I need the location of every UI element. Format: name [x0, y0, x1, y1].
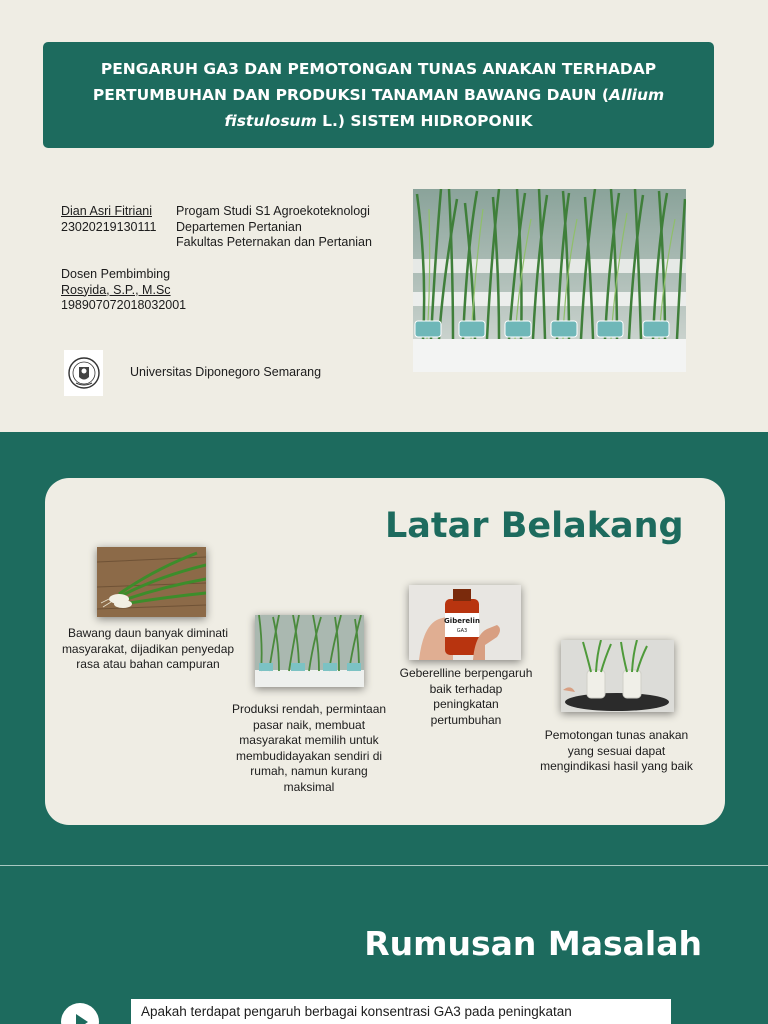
university-seal-icon [67, 353, 101, 393]
giberelin-bottle-photo [409, 585, 521, 660]
affiliation-info [176, 204, 372, 251]
author-nim: 23020219130111 [61, 219, 157, 234]
caption-3: Geberelline berpengaruh baik terhadap peningkatan pertumbuhan [399, 666, 533, 727]
advisor-nip: 198907072018032001 [61, 298, 187, 312]
play-icon [61, 1003, 99, 1024]
poster-title: PENGARUH GA3 DAN PEMOTONGAN TUNAS ANAKAN TERHADAP PERTUMBUHAN DAN PRODUKSI TANAMAN BAWANG DAUN (Allium fistulosum L.) SISTEM HIDROPONIK [92, 60, 665, 130]
advisor-name: Rosyida, S.P., M.Sc [61, 282, 171, 297]
program-name: Progam Studi S1 Agroekoteknologi [176, 204, 370, 218]
caption-2: Produksi rendah, permintaan pasar naik, membuat masyarakat memilih untuk membudidayakan sendiri di rumah, namun kurang maksimal [231, 702, 387, 794]
cut-tillers-photo [561, 640, 674, 712]
latar-belakang-section [0, 432, 768, 866]
rumusan-masalah-section [0, 866, 768, 1024]
faculty-name: Fakultas Peternakan dan Pertanian [176, 235, 372, 249]
bottle-sub-text: GA3 [456, 628, 468, 634]
bottle-label-text: Giberelin [444, 617, 480, 625]
advisor-info [61, 267, 186, 314]
question-text: Apakah terdapat pengaruh berbagai konsentrasi GA3 pada peningkatan [141, 1004, 572, 1019]
poster-header-section [0, 0, 768, 432]
caption-4: Pemotongan tunas anakan yang sesuai dapat mengindikasi hasil yang baik [540, 728, 693, 773]
author-name: Dian Asri Fitriani [61, 204, 152, 218]
question-box [131, 999, 671, 1024]
spring-onion-bunch-photo [97, 547, 206, 617]
hydroponic-onion-photo [413, 189, 686, 372]
department-name: Departemen Pertanian [176, 219, 302, 234]
rumusan-masalah-title: Rumusan Masalah [364, 924, 702, 963]
latar-belakang-title: Latar Belakang [385, 506, 684, 546]
caption-1: Bawang daun banyak diminati masyarakat, dijadikan penyedap rasa atau bahan campuran [61, 626, 235, 671]
hydroponic-small-photo [255, 615, 364, 687]
author-info [61, 204, 156, 235]
university-name: Universitas Diponegoro Semarang [130, 365, 322, 379]
title-banner [43, 42, 714, 148]
latar-belakang-card [45, 478, 725, 825]
advisor-label: Dosen Pembimbing [61, 267, 171, 281]
university-logo [64, 350, 103, 396]
